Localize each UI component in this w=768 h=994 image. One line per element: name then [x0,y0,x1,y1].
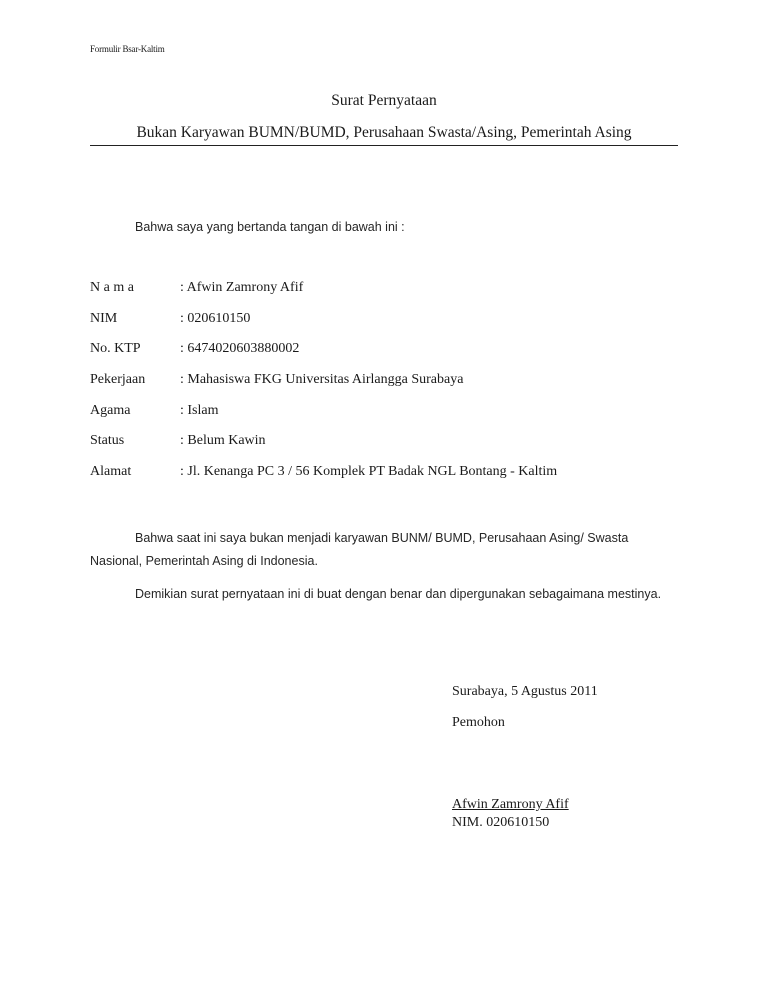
field-value: : 6474020603880002 [180,341,300,356]
statement-line-2: Nasional, Pemerintah Asing di Indonesia. [90,554,318,568]
field-label: Agama [90,403,131,418]
letter-title: Surat Pernyataan [331,92,437,109]
field-value: : 020610150 [180,311,251,326]
intro-sentence: Bahwa saya yang bertanda tangan di bawah ini : [135,220,405,234]
statement-paragraph [90,527,650,573]
field-label: N a m a [90,280,134,295]
signatory-name: Afwin Zamrony Afif [452,797,569,812]
field-label: Status [90,433,125,448]
field-value: : Mahasiswa FKG Universitas Airlangga Surabaya [180,372,464,387]
field-value: : Islam [180,403,219,418]
applicant-role: Pemohon [452,715,505,730]
field-label: NIM [90,311,118,326]
field-label: Pekerjaan [90,372,146,387]
field-value: : Jl. Kenanga PC 3 / 56 Komplek PT Badak NGL Bontang - Kaltim [180,464,558,479]
signatory-nim: NIM. 020610150 [452,815,550,830]
field-value: : Belum Kawin [180,433,266,448]
form-code-note: Formulir Bsar-Kaltim [90,44,165,54]
field-label: Alamat [90,464,132,479]
place-date: Surabaya, 5 Agustus 2011 [452,684,598,699]
title-underline [90,145,678,146]
letter-subtitle: Bukan Karyawan BUMN/BUMD, Perusahaan Swasta/Asing, Pemerintah Asing [136,124,632,141]
statement-line-1: Bahwa saat ini saya bukan menjadi karyawan BUNM/ BUMD, Perusahaan Asing/ Swasta [135,531,629,545]
field-label: No. KTP [90,341,141,356]
closing-sentence: Demikian surat pernyataan ini di buat dengan benar dan dipergunakan sebagaimana mestinya. [135,587,662,601]
field-value: : Afwin Zamrony Afif [180,280,304,295]
